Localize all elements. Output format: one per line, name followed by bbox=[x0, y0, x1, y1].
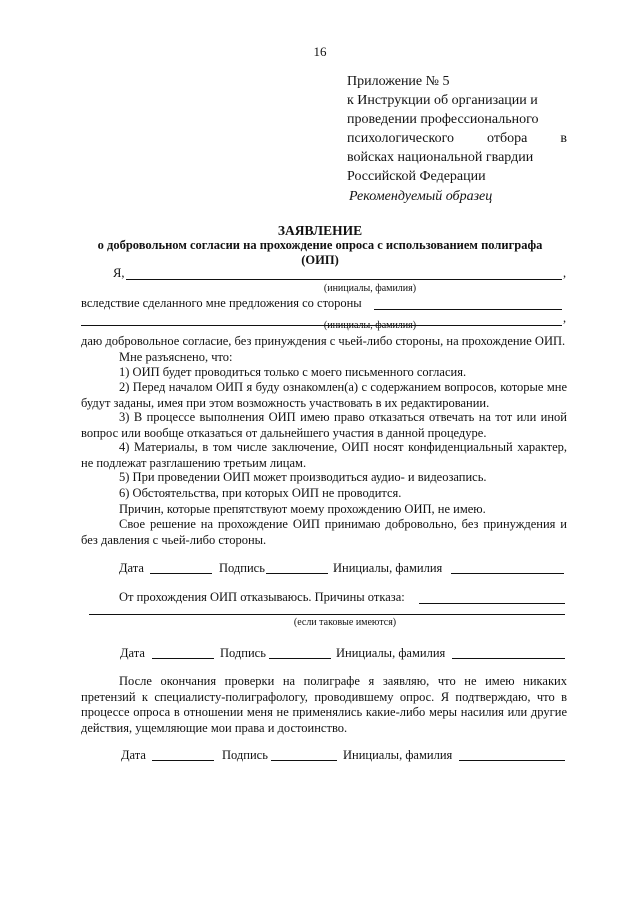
decision-text: Свое решение на прохождение ОИП принимаю добровольно, без принуждения и без давления с чьей-либо стороны. bbox=[81, 517, 567, 547]
date-label: Дата bbox=[121, 748, 146, 762]
no-reasons-text: Причин, которые препятствуют моему прохождению ОИП, не имею. bbox=[119, 502, 486, 516]
name-field[interactable] bbox=[459, 760, 565, 761]
item-text: 2) Перед началом ОИП я буду ознакомлен(а) с содержанием вопросов, которые мне будут заданы, имея при этом возможность участвовать в их редактировании. bbox=[81, 380, 567, 410]
name-field[interactable] bbox=[451, 573, 564, 574]
offer-suffix: , bbox=[563, 311, 567, 325]
list-item bbox=[81, 410, 567, 441]
name-label: Инициалы, фамилия bbox=[343, 748, 453, 762]
date-field[interactable] bbox=[152, 658, 214, 659]
appendix-line: Приложение № 5 bbox=[347, 74, 450, 89]
refusal-text: От прохождения ОИП отказываюсь. Причины отказа: bbox=[119, 590, 405, 604]
signature-field[interactable] bbox=[266, 573, 328, 574]
offer-party-field[interactable] bbox=[374, 309, 562, 310]
final-statement-paragraph bbox=[81, 674, 567, 736]
signature-label: Подпись bbox=[219, 561, 265, 575]
signature-row-3 bbox=[0, 748, 640, 764]
list-item bbox=[81, 470, 567, 486]
appendix-line: к Инструкции об организации и bbox=[347, 93, 538, 108]
document-subtitle bbox=[0, 238, 640, 268]
document-title: ЗАЯВЛЕНИЕ bbox=[277, 223, 363, 238]
subtitle-text: о добровольном согласии на прохождение опроса с использованием полиграфа (ОИП) bbox=[97, 238, 543, 267]
applicant-prefix: Я, bbox=[113, 266, 125, 280]
applicant-hint: (инициалы, фамилия) bbox=[323, 283, 417, 294]
item-text: 6) Обстоятельства, при которых ОИП не проводится. bbox=[119, 486, 402, 500]
offer-text: вследствие сделанного мне предложения со стороны bbox=[81, 296, 362, 310]
list-item bbox=[81, 365, 567, 381]
explained-intro-text: Мне разъяснено, что: bbox=[119, 350, 233, 364]
date-label: Дата bbox=[119, 561, 144, 575]
item-text: 4) Материалы, в том числе заключение, ОИП носят конфиденциальный характер, не подлежат разглашению третьим лицам. bbox=[81, 440, 567, 470]
decision-paragraph bbox=[81, 517, 567, 548]
sample-label: Рекомендуемый образец bbox=[349, 189, 493, 204]
date-field[interactable] bbox=[152, 760, 214, 761]
name-label: Инициалы, фамилия bbox=[336, 646, 446, 660]
refusal-reason-field[interactable] bbox=[419, 603, 565, 604]
refusal-reason-field-2[interactable] bbox=[89, 614, 565, 615]
signature-row-2 bbox=[0, 646, 640, 662]
signature-field[interactable] bbox=[269, 658, 331, 659]
appendix-line: психологического отбора в bbox=[347, 131, 567, 146]
page-number: 16 bbox=[313, 44, 327, 59]
item-text: 3) В процессе выполнения ОИП имею право отказаться отвечать на тот или иной вопрос или вообще отказаться от дальнейшего участия в данной процедуре. bbox=[81, 410, 567, 440]
signature-field[interactable] bbox=[271, 760, 337, 761]
signature-row-1 bbox=[0, 561, 640, 577]
item-text: 1) ОИП будет проводиться только с моего письменного согласия. bbox=[119, 365, 467, 379]
date-field[interactable] bbox=[150, 573, 212, 574]
appendix-line: Российской Федерации bbox=[347, 169, 486, 184]
consent-paragraph bbox=[81, 334, 567, 350]
name-label: Инициалы, фамилия bbox=[333, 561, 443, 575]
signature-label: Подпись bbox=[220, 646, 266, 660]
applicant-name-field[interactable] bbox=[126, 279, 562, 280]
date-label: Дата bbox=[120, 646, 145, 660]
applicant-suffix: , bbox=[563, 266, 567, 280]
refusal-hint: (если таковые имеются) bbox=[293, 617, 397, 628]
signature-label: Подпись bbox=[222, 748, 268, 762]
item-text: 5) При проведении ОИП может производиться аудио- и видеозапись. bbox=[119, 470, 487, 484]
offer-hint: (инициалы, фамилия) bbox=[323, 320, 417, 331]
appendix-line: проведении профессионального bbox=[347, 112, 539, 127]
list-item bbox=[81, 440, 567, 471]
no-reasons-paragraph bbox=[81, 502, 567, 518]
appendix-header bbox=[347, 72, 567, 186]
explained-intro bbox=[81, 350, 567, 366]
name-field[interactable] bbox=[452, 658, 565, 659]
list-item bbox=[81, 380, 567, 411]
list-item bbox=[81, 486, 567, 502]
appendix-line: войсках национальной гвардии bbox=[347, 150, 534, 165]
final-statement-text: После окончания проверки на полиграфе я заявляю, что не имею никаких претензий к специалисту-полиграфологу, проводившему опрос. Я подтверждаю, что в процессе опроса в отношении меня не применялись какие-либо меры насилия или другие действия, ущемляющие мои права и достоинство. bbox=[81, 674, 567, 735]
consent-text: даю добровольное согласие, без принуждения с чьей-либо стороны, на прохождение ОИП. bbox=[81, 334, 566, 348]
